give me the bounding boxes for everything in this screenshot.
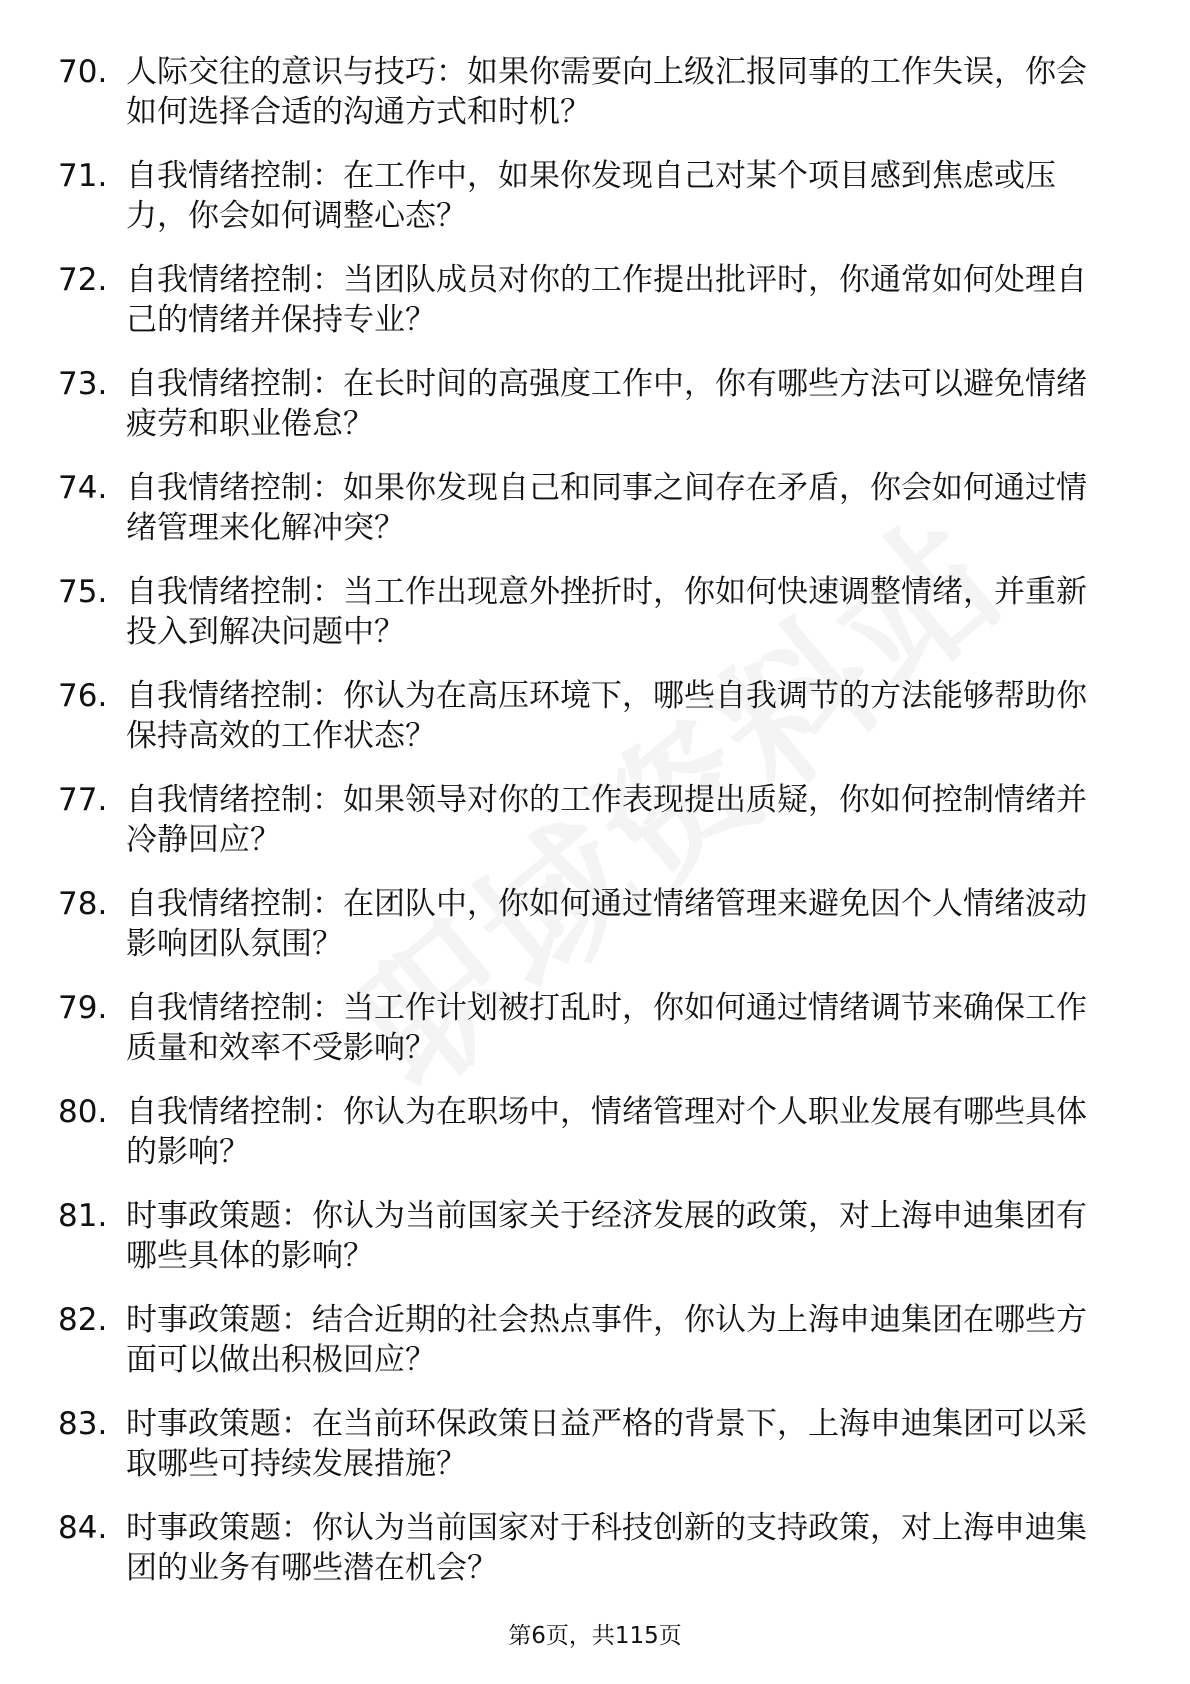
- question-text: 自我情绪控制：当工作计划被打乱时，你如何通过情绪调节来确保工作质量和效率不受影响？: [126, 990, 1087, 1066]
- list-item: [0, 1300, 1190, 1404]
- question-number: 77.: [58, 782, 108, 818]
- question-text: 自我情绪控制：如果你发现自己和同事之间存在矛盾，你会如何通过情绪管理来化解冲突？: [126, 470, 1087, 546]
- question-text: 自我情绪控制：你认为在职场中，情绪管理对个人职业发展有哪些具体的影响？: [126, 1094, 1087, 1170]
- question-text: 时事政策题：在当前环保政策日益严格的背景下，上海申迪集团可以采取哪些可持续发展措施？: [126, 1406, 1087, 1482]
- question-text: 自我情绪控制：在长时间的高强度工作中，你有哪些方法可以避免情绪疲劳和职业倦怠？: [126, 366, 1087, 442]
- question-text: 时事政策题：你认为当前国家关于经济发展的政策，对上海申迪集团有哪些具体的影响？: [126, 1198, 1087, 1274]
- list-item: [0, 1404, 1190, 1508]
- question-text: 自我情绪控制：你认为在高压环境下，哪些自我调节的方法能够帮助你保持高效的工作状态？: [126, 678, 1087, 754]
- question-number: 83.: [58, 1406, 108, 1442]
- list-item: [0, 988, 1190, 1092]
- question-text: 自我情绪控制：当工作出现意外挫折时，你如何快速调整情绪，并重新投入到解决问题中？: [126, 574, 1087, 650]
- question-number: 78.: [58, 886, 108, 922]
- question-text: 自我情绪控制：当团队成员对你的工作提出批评时，你通常如何处理自己的情绪并保持专业？: [126, 262, 1087, 338]
- list-item: [0, 364, 1190, 468]
- list-item: [0, 260, 1190, 364]
- question-number: 75.: [58, 574, 108, 610]
- list-item: [0, 780, 1190, 884]
- list-item: [0, 156, 1190, 260]
- list-item: [0, 884, 1190, 988]
- question-number: 74.: [58, 470, 108, 506]
- list-item: [0, 676, 1190, 780]
- question-number: 76.: [58, 678, 108, 714]
- question-text: 自我情绪控制：在团队中，你如何通过情绪管理来避免因个人情绪波动影响团队氛围？: [126, 886, 1087, 962]
- question-number: 82.: [58, 1302, 108, 1338]
- question-number: 79.: [58, 990, 108, 1026]
- question-number: 81.: [58, 1198, 108, 1234]
- list-item: [0, 1196, 1190, 1300]
- list-item: [0, 1508, 1190, 1612]
- question-number: 73.: [58, 366, 108, 402]
- question-text: 人际交往的意识与技巧：如果你需要向上级汇报同事的工作失误，你会如何选择合适的沟通方式和时机？: [126, 54, 1087, 130]
- question-text: 时事政策题：结合近期的社会热点事件，你认为上海申迪集团在哪些方面可以做出积极回应？: [126, 1302, 1087, 1378]
- question-number: 84.: [58, 1510, 108, 1546]
- question-list: [0, 52, 1190, 1612]
- question-number: 70.: [58, 54, 108, 90]
- question-number: 80.: [58, 1094, 108, 1130]
- list-item: [0, 52, 1190, 156]
- list-item: [0, 468, 1190, 572]
- question-number: 71.: [58, 158, 108, 194]
- question-text: 时事政策题：你认为当前国家对于科技创新的支持政策，对上海申迪集团的业务有哪些潜在机会？: [126, 1510, 1087, 1586]
- question-text: 自我情绪控制：在工作中，如果你发现自己对某个项目感到焦虑或压力，你会如何调整心态？: [126, 158, 1056, 234]
- question-text: 自我情绪控制：如果领导对你的工作表现提出质疑，你如何控制情绪并冷静回应？: [126, 782, 1087, 858]
- page-footer: 第6页，共115页: [508, 1623, 682, 1649]
- list-item: [0, 1092, 1190, 1196]
- question-number: 72.: [58, 262, 108, 298]
- list-item: [0, 572, 1190, 676]
